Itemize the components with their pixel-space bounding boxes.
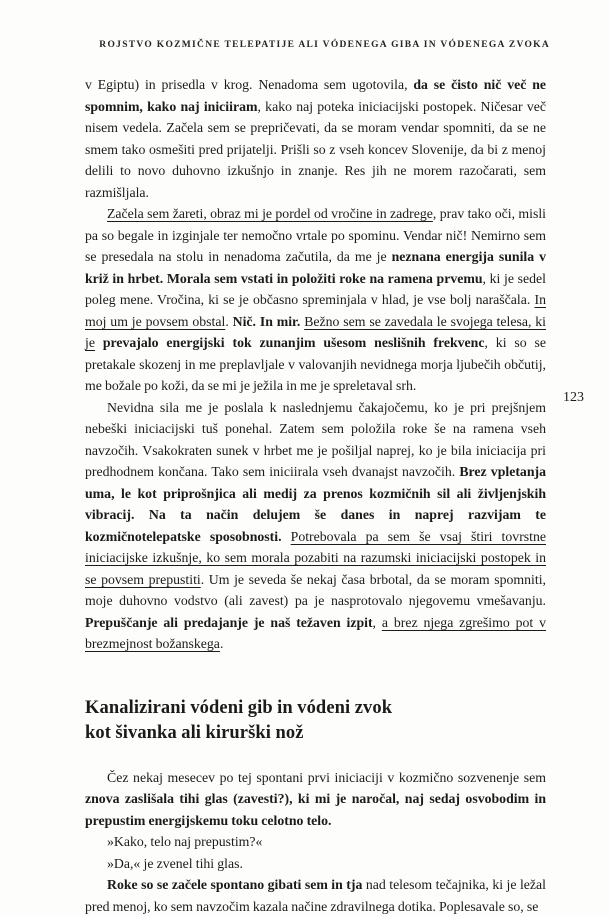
text-segment: da se čisto nič več ne spomnim, kako naj iniciiram [85,77,546,114]
text-segment: nad telesom tečajnika, ki je ležal pred menoj, ko sem navzočim kazala načine zdravilnega dotika. Poplesavale so, se [85,877,546,914]
text-segment: neznana energija sunila v križ in hrbet. Morala sem vstati in položiti roke na ramena prvemu [85,249,546,286]
text-segment: , [373,615,382,630]
section-heading-line1: Kanalizirani vódeni gib in vódeni zvok [85,698,392,718]
paragraph [85,397,546,655]
text-segment [95,335,103,350]
text-segment: , ki so se pretakale skozenj in me preplavljale v valovanjih nevidnega morja ljubečih občutij, me božale po koži, da se mi je ježila in me je spreletaval srh. [85,335,546,393]
text-segment: . [225,314,232,329]
paragraph [85,874,546,917]
section-heading-line2: kot šivanka ali kirurški nož [85,723,304,743]
text-segment: »Kako, telo naj prepustim?« [107,834,262,849]
text-segment: Potrebovala pa sem še vsaj štiri tovrstne iniciacijske izkušnje, ko sem morala pozabiti na razumski iniciacijski postopek in se povsem prepustiti [85,529,546,587]
text-segment: prevajalo energijski tok zunanjim ušesom neslišnih frekvenc [103,335,485,350]
text-segment: Nič. In mir. [233,314,301,329]
paragraph [85,853,546,875]
text-segment: Prepuščanje ali predajanje je naš težaven izpit [85,615,373,630]
paragraph [85,767,546,832]
text-segment: a brez njega zgrešimo pot v brezmejnost božanskega [85,615,546,652]
body-paragraphs-bottom [85,767,546,917]
paragraph [85,831,546,853]
section-heading [85,696,546,747]
text-segment: . Um je seveda še nekaj časa brbotal, da se moram spomniti, moje duhovno vodstvo (ali zavest) pa je nasprotovalo njegovemu vmešavanju. [85,572,546,609]
text-segment: »Da,« je zvenel tihi glas. [107,856,243,871]
text-segment: znova zaslišala tihi glas (zavesti?), ki mi je naročal, naj sedaj osvobodim in prepustim energijskemu toku celotno telo. [85,791,546,828]
text-segment: Brez vpletanja uma, le kot priprošnjica ali medij za prenos kozmičnih sil ali življenjskih vibracij. Na ta način delujem še danes in naprej razvijam te kozmičnotelepatske sposobnosti. [85,464,546,544]
text-segment: Bežno sem se zavedala le svojega telesa, ki je [85,314,546,351]
text-segment: Začela sem žareti, obraz mi je pordel od vročine in zadrege [107,206,433,221]
page-number: 123 [563,390,584,406]
text-block [85,74,546,917]
text-segment: Roke so se začele spontano gibati sem in tja [107,877,362,892]
text-segment [282,529,291,544]
body-paragraphs-top [85,74,546,655]
text-segment: , kako naj poteka iniciacijski postopek. Ničesar več nisem vedela. Začela sem se prepričevati, da se moram vendar spomniti, da se ne smem tako osmešiti pred prijatelji. Prišli so z vseh koncev Slovenije, da bi z menoj delili to novo duhovno izkušnjo in znanje. Res jih ne morem razočarati, sem razmišljala. [85,99,546,200]
text-segment: v Egiptu) in prisedla v krog. Nenadoma sem ugotovila, [85,77,413,92]
text-segment: Nevidna sila me je poslala k naslednjemu čakajočemu, ko je pri prejšnjem nebeški iniciacijski tuš ponehal. Zatem sem položila roke še na ramena vseh navzočih. Vsakokraten sunek v hrbet me je pošiljal naprej, ko je bila iniciacija pri predhodnem končana. Tako sem iniciirala vseh dvanajst navzočih. [85,400,546,480]
text-segment: , prav tako oči, misli pa so begale in izginjale ter nemočno vrtale po spominu. Vendar nič! Nemirno sem se presedala na stolu in nenadoma začutila, da me je [85,206,546,264]
running-head: ROJSTVO KOZMIČNE TELEPATIJE ALI VÓDENEGA GIBA IN VÓDENEGA ZVOKA [85,40,550,50]
paragraph [85,203,546,397]
paragraph [85,74,546,203]
text-segment: In moj um je povsem obstal [85,292,546,329]
text-segment: , ki je sedel poleg mene. Vročina, ki se je občasno spreminjala v hlad, je vse bolj naraščala. [85,271,546,308]
text-segment: . [220,636,223,651]
text-segment: Čez nekaj mesecev po tej spontani prvi iniciaciji v kozmično sozvenenje sem [107,770,546,785]
